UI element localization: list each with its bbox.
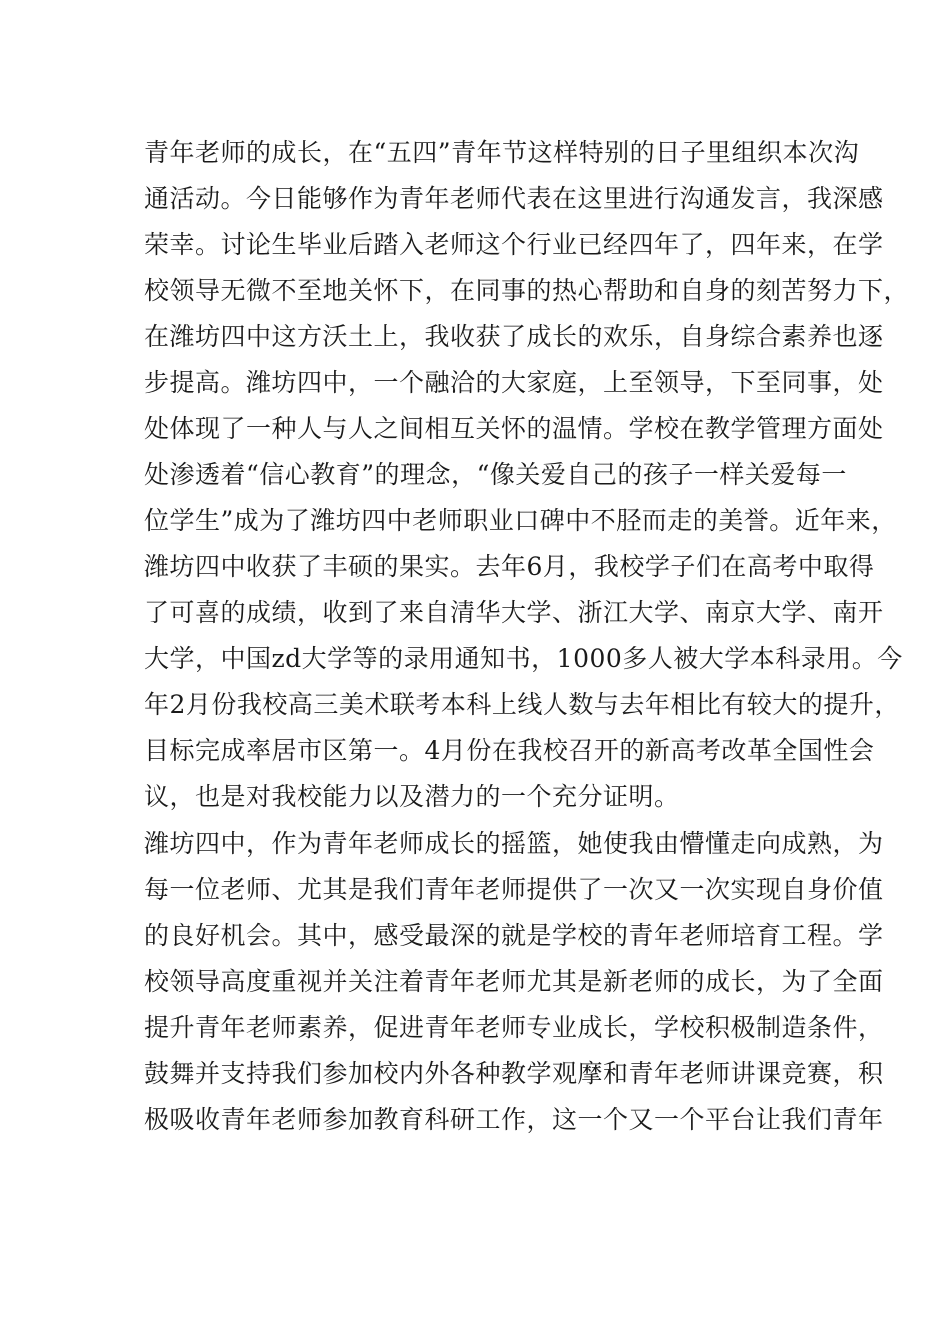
text-line: 校领导无微不至地关怀下，在同事的热心帮助和自身的刻苦努力下，	[144, 276, 910, 305]
text-line: 目标完成率居市区第一。4月份在我校召开的新高考改革全国性会	[144, 736, 875, 765]
text-line: 潍坊四中，作为青年老师成长的摇篮，她使我由懵懂走向成熟，为	[144, 829, 884, 858]
text-line: 潍坊四中收获了丰硕的果实。去年6月，我校学子们在高考中取得	[144, 552, 875, 581]
text-line: 的良好机会。其中，感受最深的就是学校的青年老师培育工程。学	[144, 921, 884, 950]
text-line: 大学，中国zd大学等的录用通知书，1000多人被大学本科录用。今	[144, 644, 903, 673]
text-line: 每一位老师、尤其是我们青年老师提供了一次又一次实现自身价值	[144, 875, 884, 904]
text-line: 荣幸。讨论生毕业后踏入老师这个行业已经四年了，四年来，在学	[144, 230, 884, 259]
text-line: 位学生”成为了潍坊四中老师职业口碑中不胫而走的美誉。近年来，	[144, 506, 897, 535]
text-line: 议，也是对我校能力以及潜力的一个充分证明。	[144, 782, 680, 811]
text-line: 年2月份我校高三美术联考本科上线人数与去年相比有较大的提升，	[144, 690, 900, 719]
text-line: 通活动。今日能够作为青年老师代表在这里进行沟通发言，我深感	[144, 184, 884, 213]
text-line: 处渗透着“信心教育”的理念，“像关爱自己的孩子一样关爱每一	[144, 460, 847, 489]
text-line: 处体现了一种人与人之间相互关怀的温情。学校在教学管理方面处	[144, 414, 884, 443]
text-line: 校领导高度重视并关注着青年老师尤其是新老师的成长，为了全面	[144, 967, 884, 996]
text-line: 步提高。潍坊四中，一个融洽的大家庭，上至领导，下至同事，处	[144, 368, 884, 397]
text-line: 鼓舞并支持我们参加校内外各种教学观摩和青年老师讲课竞赛，积	[144, 1059, 884, 1088]
text-line: 极吸收青年老师参加教育科研工作，这一个又一个平台让我们青年	[144, 1105, 884, 1134]
text-line: 了可喜的成绩，收到了来自清华大学、浙江大学、南京大学、南开	[144, 598, 884, 627]
text-line: 在潍坊四中这方沃土上，我收获了成长的欢乐，自身综合素养也逐	[144, 322, 884, 351]
text-line: 青年老师的成长，在“五四”青年节这样特别的日子里组织本次沟	[144, 138, 860, 167]
text-line: 提升青年老师素养，促进青年老师专业成长，学校积极制造条件，	[144, 1013, 884, 1042]
